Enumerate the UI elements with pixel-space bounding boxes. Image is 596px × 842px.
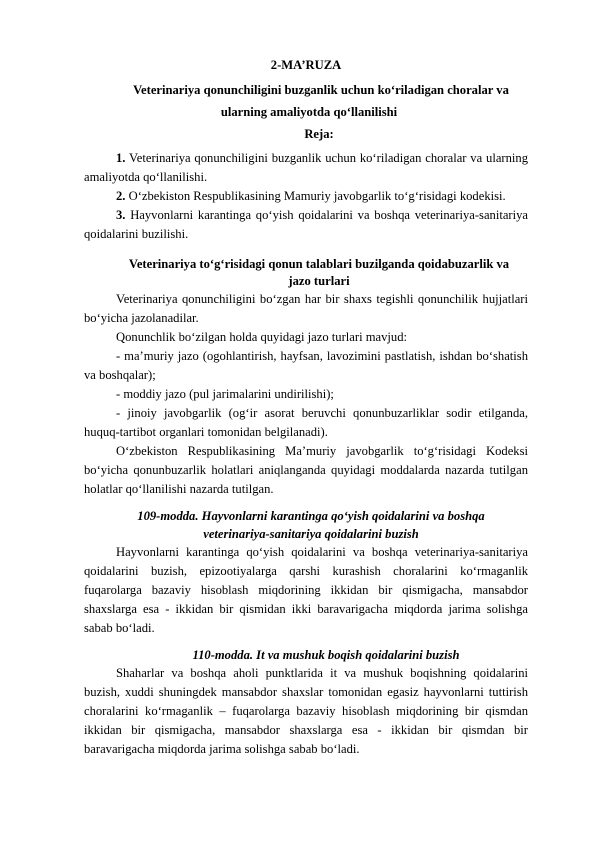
paragraph: - ma’muriy jazo (ogohlantirish, hayfsan, lavozimini pastlatish, ishdan bo‘shatish va boshqalar); [84, 349, 528, 382]
plan-item-text: Hayvonlarni karantinga qo‘yish qoidalarini va boshqa veterinariya-sanitariya qoidalarini buzilishi. [84, 208, 528, 241]
plan-item-text: O‘zbekiston Respublikasining Mamuriy javobgarlik to‘g‘risidagi kodekisi. [125, 189, 506, 203]
plan-item-1 [84, 149, 528, 187]
plan-item-number: 1. [116, 151, 126, 165]
main-heading-line1: Veterinariya qonunchiligini buzganlik uchun ko‘riladigan choralar va [133, 83, 509, 97]
article-109-heading-line1: 109-modda. Hayvonlarni karantinga qo‘yish qoidalarini va boshqa [137, 509, 485, 523]
plan-item-number: 2. [116, 189, 126, 203]
document-page [84, 56, 528, 759]
paragraph: Qonunchlik bo‘zilgan holda quyidagi jazo turlari mavjud: [116, 330, 407, 344]
paragraph: Veterinariya qonunchiligini bo‘zgan har bir shaxs tegishli qonunchilik hujjatlari bo‘yicha jazolanadilar. [84, 292, 528, 325]
section-heading-line2: jazo turlari [288, 274, 350, 288]
section-heading-line1: Veterinariya to‘g‘risidagi qonun talablari buzilganda qoidabuzarlik va [128, 257, 510, 271]
article-110-heading: 110-modda. It va mushuk boqish qoidalarini buzish [192, 648, 460, 662]
paragraph: - jinoiy javobgarlik (og‘ir asorat beruvchi qonunbuzarliklar sodir etilganda, huquq-tartibot organlari tomonidan belgilanadi). [84, 406, 528, 439]
plan-item-text: Veterinariya qonunchiligini buzganlik uchun ko‘riladigan choralar va ularning amaliyotda qo‘llanilishi. [84, 151, 528, 184]
article-109-heading-line2: veterinariya-sanitariya qoidalarini buzish [203, 527, 419, 541]
plan-item-2 [84, 187, 528, 206]
plan-item-3 [84, 206, 528, 244]
paragraph: O‘zbekiston Respublikasining Ma’muriy javobgarlik to‘g‘risidagi Kodeksi bo‘yicha qonunbuzarlik holatlari aniqlanganda quyidagi moddalarda nazarda tutilgan holatlar qo‘llanilishi nazarda tutilgan. [84, 444, 528, 496]
plan-item-number: 3. [116, 208, 126, 222]
plan-label: Reja: [304, 127, 334, 141]
paragraph: - moddiy jazo (pul jarimalarini undirilishi); [116, 387, 334, 401]
article-109-text: Hayvonlarni karantinga qo‘yish qoidalarini va boshqa veterinariya-sanitariya qoidalarini buzish, epizootiyalarga qarshi kurashish choralarini ko‘rmaganlik fuqarolarga bazaviy hisoblash miqdorining ikkidan bir qismigacha, mansabdor shaxslarga esa - ikkidan bir qismidan ikki baravarigacha miqdorda jarima solishga sabab bo‘ladi. [84, 545, 528, 635]
lecture-title: 2-MA’RUZA [270, 58, 342, 72]
main-heading-line2: ularning amaliyotda qo‘llanilishi [220, 105, 398, 119]
article-110-text: Shaharlar va boshqa aholi punktlarida it va mushuk boqishning qoidalarini buzish, xuddi shuningdek mansabdor shaxslar tomonidan egasiz hayvonlarni tuttirish choralarini ko‘rmaganlik – fuqarolarga bazaviy hisoblash miqdorining bir qismdan ikkidan bir qismigacha, mansabdor shaxslarga esa - ikkidan bir qismdan bir baravarigacha miqdorda jarima solishga sabab bo‘ladi. [84, 666, 528, 756]
